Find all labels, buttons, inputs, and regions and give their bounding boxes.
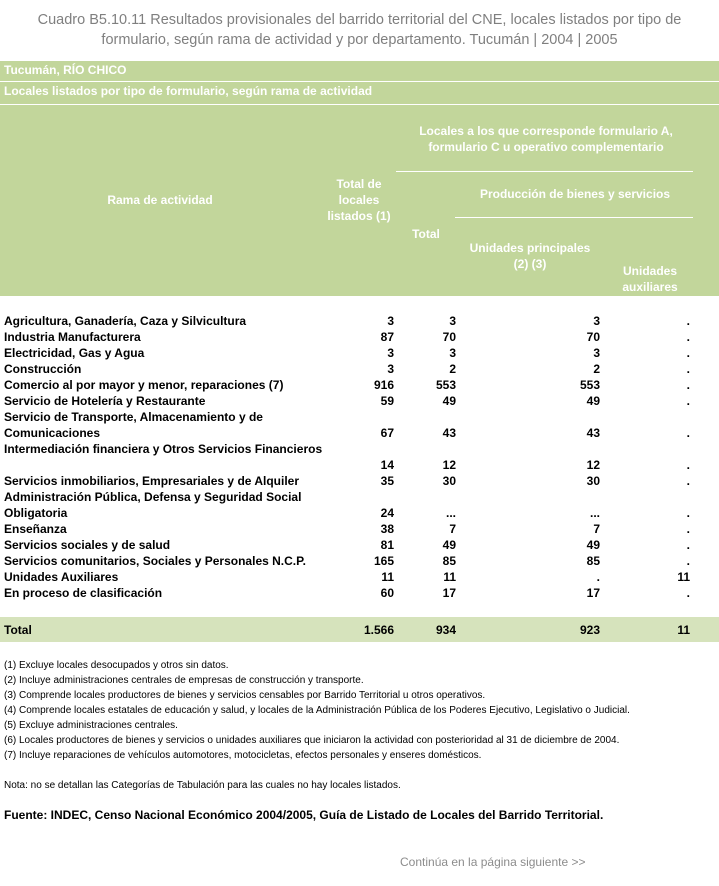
header-divider xyxy=(455,217,693,218)
table-row xyxy=(0,569,719,585)
header-rama: Rama de actividad xyxy=(107,193,213,207)
cell-total-listados: 14 xyxy=(380,458,394,472)
table-row xyxy=(0,473,719,489)
cell-principales: 70 xyxy=(586,330,600,344)
row-label: Construcción xyxy=(4,362,82,376)
row-label: Administración Pública, Defensa y Seguridad Social Obligatoria xyxy=(4,490,302,520)
row-label: Servicios inmobiliarios, Empresariales y de Alquiler xyxy=(4,474,300,488)
row-label: Unidades Auxiliares xyxy=(4,570,119,584)
table-row xyxy=(0,521,719,537)
cell-total-listados: 24 xyxy=(380,506,394,520)
row-label: Servicio de Transporte, Almacenamiento y de Comunicaciones xyxy=(4,410,263,440)
cell-total: 30 xyxy=(442,474,456,488)
header-divider xyxy=(0,104,719,105)
cell-principales: . xyxy=(596,570,600,584)
cell-principales: 49 xyxy=(586,538,600,552)
table-subtitle: Locales listados por tipo de formulario, según rama de actividad xyxy=(4,84,373,98)
row-label: Enseñanza xyxy=(4,522,67,536)
table-row xyxy=(0,361,719,377)
cell-auxiliares: . xyxy=(686,394,690,408)
cell-auxiliares: . xyxy=(686,378,690,392)
header-unidades-auxiliares: Unidades auxiliares xyxy=(622,264,678,294)
footnote: (3) Comprende locales productores de bienes y servicios censables por Barrido Territorial u otros operativos. xyxy=(4,690,486,701)
table-row xyxy=(0,489,719,521)
cell-auxiliares: . xyxy=(686,330,690,344)
header-divider xyxy=(0,81,719,82)
source-text: Fuente: INDEC, Censo Nacional Económico 2004/2005, Guía de Listado de Locales del Barrido Territorial. xyxy=(4,808,604,822)
cell-total: 17 xyxy=(442,586,456,600)
cell-total: 553 xyxy=(435,378,456,392)
table-row xyxy=(0,329,719,345)
title-line-1: Cuadro B5.10.11 Resultados provisionales del barrido territorial del CNE, locales listados por tipo de xyxy=(37,12,682,28)
row-label: Servicio de Hotelería y Restaurante xyxy=(4,394,206,408)
cell-principales: 17 xyxy=(586,586,600,600)
cell-principales: 85 xyxy=(586,554,600,568)
row-label: Servicios comunitarios, Sociales y Personales N.C.P. xyxy=(4,554,306,568)
cell-total-listados: 3 xyxy=(387,314,394,328)
total-row xyxy=(0,617,719,642)
cell-auxiliares: . xyxy=(686,474,690,488)
cell-total: 11 xyxy=(443,570,456,584)
table-row xyxy=(0,553,719,569)
cell-principales: 553 xyxy=(579,378,600,392)
total-auxiliares-value: 11 xyxy=(677,623,690,637)
cell-total-listados: 38 xyxy=(380,522,394,536)
cell-total-listados: 3 xyxy=(387,346,394,360)
nota-text: Nota: no se detallan las Categorías de Tabulación para las cuales no hay locales listados. xyxy=(4,780,401,791)
cell-auxiliares: 11 xyxy=(677,570,690,584)
footnote: (2) Incluye administraciones centrales de empresas de construcción y transporte. xyxy=(4,675,364,686)
header-formulario: Locales a los que corresponde formulario A, formulario C u operativo complementario xyxy=(419,124,673,154)
table-row xyxy=(0,409,719,441)
table-row xyxy=(0,585,719,601)
cell-total-listados: 81 xyxy=(380,538,394,552)
table-row xyxy=(0,345,719,361)
cell-principales: 30 xyxy=(586,474,600,488)
table-row xyxy=(0,393,719,409)
cell-total: 12 xyxy=(442,458,456,472)
cell-auxiliares: . xyxy=(686,538,690,552)
cell-total: 3 xyxy=(449,346,456,360)
row-label: Servicios sociales y de salud xyxy=(4,538,171,552)
cell-total: 85 xyxy=(442,554,456,568)
cell-auxiliares: . xyxy=(686,458,690,472)
cell-total: 70 xyxy=(442,330,456,344)
cell-principales: 43 xyxy=(586,426,600,440)
table-row xyxy=(0,313,719,329)
table-row xyxy=(0,537,719,553)
cell-total-listados: 87 xyxy=(380,330,394,344)
footnote: (1) Excluye locales desocupados y otros sin datos. xyxy=(4,660,229,671)
total-label: Total xyxy=(4,623,32,637)
total-principales-value: 923 xyxy=(579,623,600,637)
cell-auxiliares: . xyxy=(686,506,690,520)
cell-total-listados: 11 xyxy=(381,570,394,584)
cell-auxiliares: . xyxy=(686,346,690,360)
header-total-listados: Total de locales listados (1) xyxy=(327,177,391,223)
table-title xyxy=(0,10,719,50)
header-produccion: Producción de bienes y servicios xyxy=(479,187,671,201)
footnote: (6) Locales productores de bienes y servicios o unidades auxiliares que iniciaron la actividad con posterioridad al 31 de diciembre de 2004. xyxy=(4,735,620,746)
table-row xyxy=(0,377,719,393)
cell-total: 2 xyxy=(449,362,456,376)
cell-principales: 3 xyxy=(593,314,600,328)
title-line-2: formulario, según rama de actividad y por departamento. Tucumán | 2004 | 2005 xyxy=(101,32,618,48)
cell-total: 7 xyxy=(449,522,456,536)
header-unidades-principales: Unidades principales (2) (3) xyxy=(469,241,591,271)
cell-principales: 12 xyxy=(586,458,600,472)
cell-total-listados: 67 xyxy=(380,426,394,440)
cell-principales: 7 xyxy=(593,522,600,536)
cell-principales: 49 xyxy=(586,394,600,408)
cell-principales: 3 xyxy=(593,346,600,360)
cell-auxiliares: . xyxy=(686,362,690,376)
cell-total: ... xyxy=(445,506,456,520)
cell-total: 49 xyxy=(442,394,456,408)
cell-principales: ... xyxy=(589,506,600,520)
location-label: Tucumán, RÍO CHICO xyxy=(4,63,127,77)
cell-total-listados: 165 xyxy=(373,554,394,568)
cell-total: 49 xyxy=(442,538,456,552)
continue-link[interactable]: Continúa en la página siguiente >> xyxy=(400,855,586,869)
cell-auxiliares: . xyxy=(686,554,690,568)
footnote: (7) Incluye reparaciones de vehículos automotores, motocicletas, efectos personales y enseres domésticos. xyxy=(4,750,482,761)
table-row xyxy=(0,441,719,473)
row-label: Electricidad, Gas y Agua xyxy=(4,346,145,360)
row-label: Industria Manufacturera xyxy=(4,330,141,344)
cell-auxiliares: . xyxy=(686,426,690,440)
total-value: 934 xyxy=(435,623,456,637)
cell-auxiliares: . xyxy=(686,586,690,600)
cell-total: 43 xyxy=(442,426,456,440)
cell-total-listados: 3 xyxy=(387,362,394,376)
row-label: En proceso de clasificación xyxy=(4,586,163,600)
total-listados-value: 1.566 xyxy=(363,623,394,637)
cell-total-listados: 916 xyxy=(373,378,394,392)
row-label: Agricultura, Ganadería, Caza y Silvicultura xyxy=(4,314,247,328)
header-divider xyxy=(396,171,693,172)
footnote: (5) Excluye administraciones centrales. xyxy=(4,720,178,731)
footnote: (4) Comprende locales estatales de educación y salud, y locales de la Administración Pública de los Poderes Ejecutivo, Legislativo o Judicial. xyxy=(4,705,630,716)
cell-auxiliares: . xyxy=(686,314,690,328)
cell-auxiliares: . xyxy=(686,522,690,536)
header-total: Total xyxy=(412,227,440,241)
cell-total-listados: 60 xyxy=(380,586,394,600)
row-label: Comercio al por mayor y menor, reparaciones (7) xyxy=(4,378,284,392)
cell-total-listados: 35 xyxy=(380,474,394,488)
cell-total: 3 xyxy=(449,314,456,328)
cell-principales: 2 xyxy=(593,362,600,376)
footnotes xyxy=(4,658,630,763)
row-label: Intermediación financiera y Otros Servicios Financieros xyxy=(4,442,323,456)
cell-total-listados: 59 xyxy=(380,394,394,408)
